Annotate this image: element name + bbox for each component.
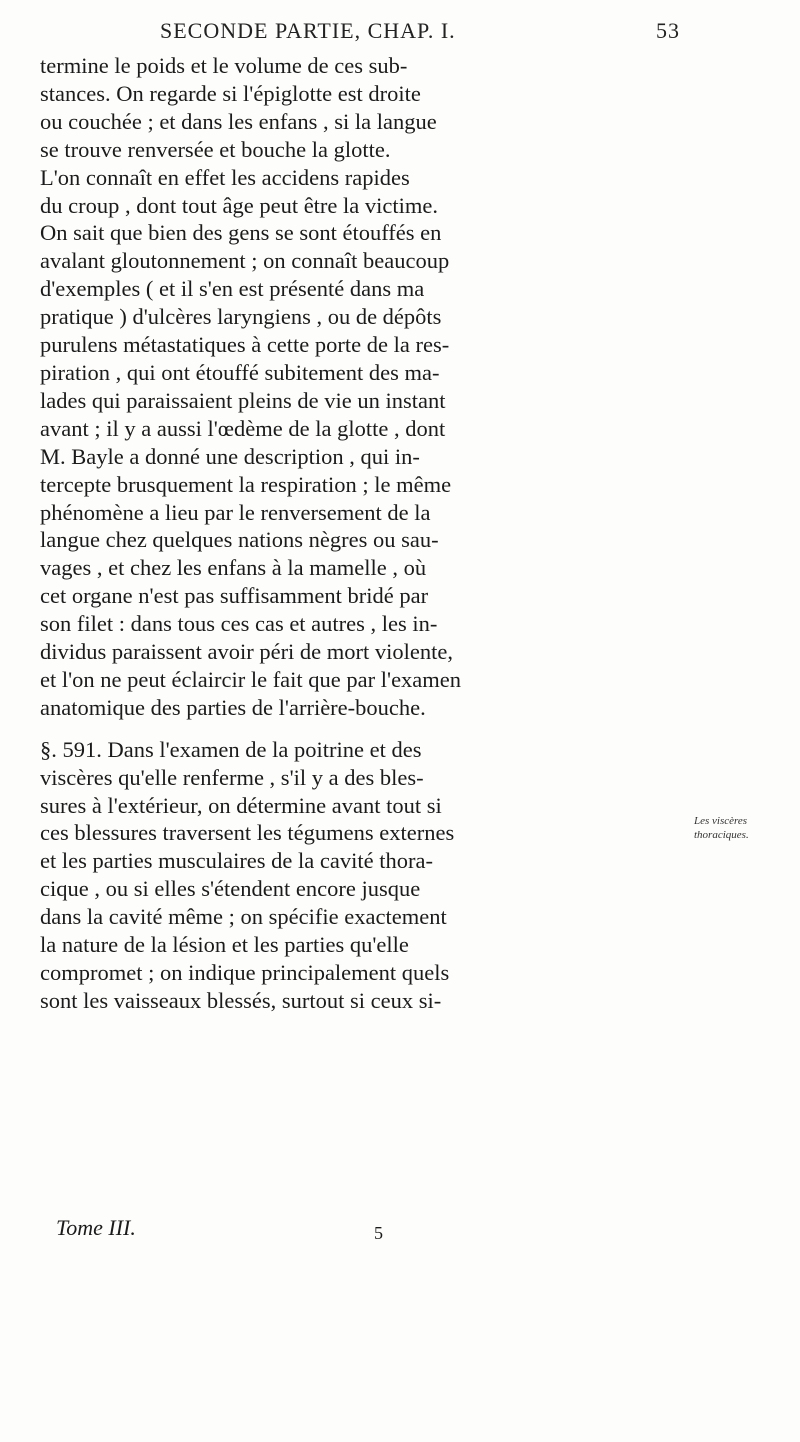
running-head — [160, 18, 680, 44]
text-line: piration , qui ont étouffé subitement des ma- — [40, 359, 440, 385]
text-line: dans la cavité même ; on spécifie exactement — [40, 904, 447, 930]
text-line: lades qui paraissaient pleins de vie un instant — [40, 387, 446, 413]
text-line: langue chez quelques nations nègres ou sau- — [40, 527, 439, 553]
text-line: avalant gloutonnement ; on connaît beaucoup — [40, 248, 450, 274]
text-line: sont les vaisseaux blessés, surtout si ceux si- — [40, 987, 442, 1013]
page-number: 53 — [656, 18, 680, 43]
text-line: compromet ; on indique principalement quels — [40, 960, 450, 985]
paragraph-spacer — [40, 722, 680, 736]
text-line: purulens métastatiques à cette porte de la res- — [40, 332, 450, 358]
text-line: pratique ) d'ulcères laryngiens , ou de dépôts — [40, 304, 442, 330]
text-line: §. 591. Dans l'examen de la poitrine et des — [40, 736, 422, 762]
margin-note: Les viscères thoraciques. — [694, 815, 749, 841]
body-text — [40, 52, 680, 1015]
text-line: ou couchée ; et dans les enfans , si la langue — [40, 108, 437, 134]
text-line: ces blessures traversent les tégumens externes — [40, 820, 455, 846]
text-line: se trouve renversée et bouche la glotte. — [40, 136, 391, 162]
text-line: anatomique des parties de l'arrière-bouche. — [40, 694, 426, 720]
text-line: On sait que bien des gens se sont étouffés en — [40, 220, 442, 246]
text-line: sures à l'extérieur, on détermine avant tout si — [40, 792, 442, 818]
text-line: et l'on ne peut éclaircir le fait que par l'examen — [40, 666, 462, 692]
text-line: M. Bayle a donné une description , qui in- — [40, 443, 420, 469]
paragraph-second — [40, 736, 680, 1015]
running-head-title: SECONDE PARTIE, CHAP. I. — [160, 18, 456, 43]
paragraph-first — [40, 52, 680, 722]
text-line: du croup , dont tout âge peut être la victime. — [40, 192, 439, 218]
text-line: cique , ou si elles s'étendent encore jusque — [40, 876, 421, 902]
text-line: stances. On regarde si l'épiglotte est droite — [40, 80, 421, 106]
text-line: son filet : dans tous ces cas et autres , les in- — [40, 611, 438, 637]
text-line: vages , et chez les enfans à la mamelle , où — [40, 555, 427, 581]
text-line: d'exemples ( et il s'en est présenté dans ma — [40, 276, 425, 302]
text-line: avant ; il y a aussi l'œdème de la glotte , dont — [40, 415, 446, 441]
page-footer — [56, 1215, 696, 1241]
tome-label: Tome III. — [56, 1215, 136, 1240]
text-line: tercepte brusquement la respiration ; le même — [40, 471, 452, 497]
signature-mark: 5 — [374, 1223, 383, 1243]
text-line: phénomène a lieu par le renversement de la — [40, 499, 431, 525]
text-line: termine le poids et le volume de ces sub- — [40, 53, 408, 78]
text-line: viscères qu'elle renferme , s'il y a des bles- — [40, 764, 424, 790]
text-line: la nature de la lésion et les parties qu'elle — [40, 932, 409, 958]
text-line: cet organe n'est pas suffisamment bridé par — [40, 583, 429, 609]
text-line: L'on connaît en effet les accidens rapides — [40, 164, 410, 190]
text-line: et les parties musculaires de la cavité thora- — [40, 848, 433, 874]
text-line: dividus paraissent avoir péri de mort violente, — [40, 639, 454, 665]
